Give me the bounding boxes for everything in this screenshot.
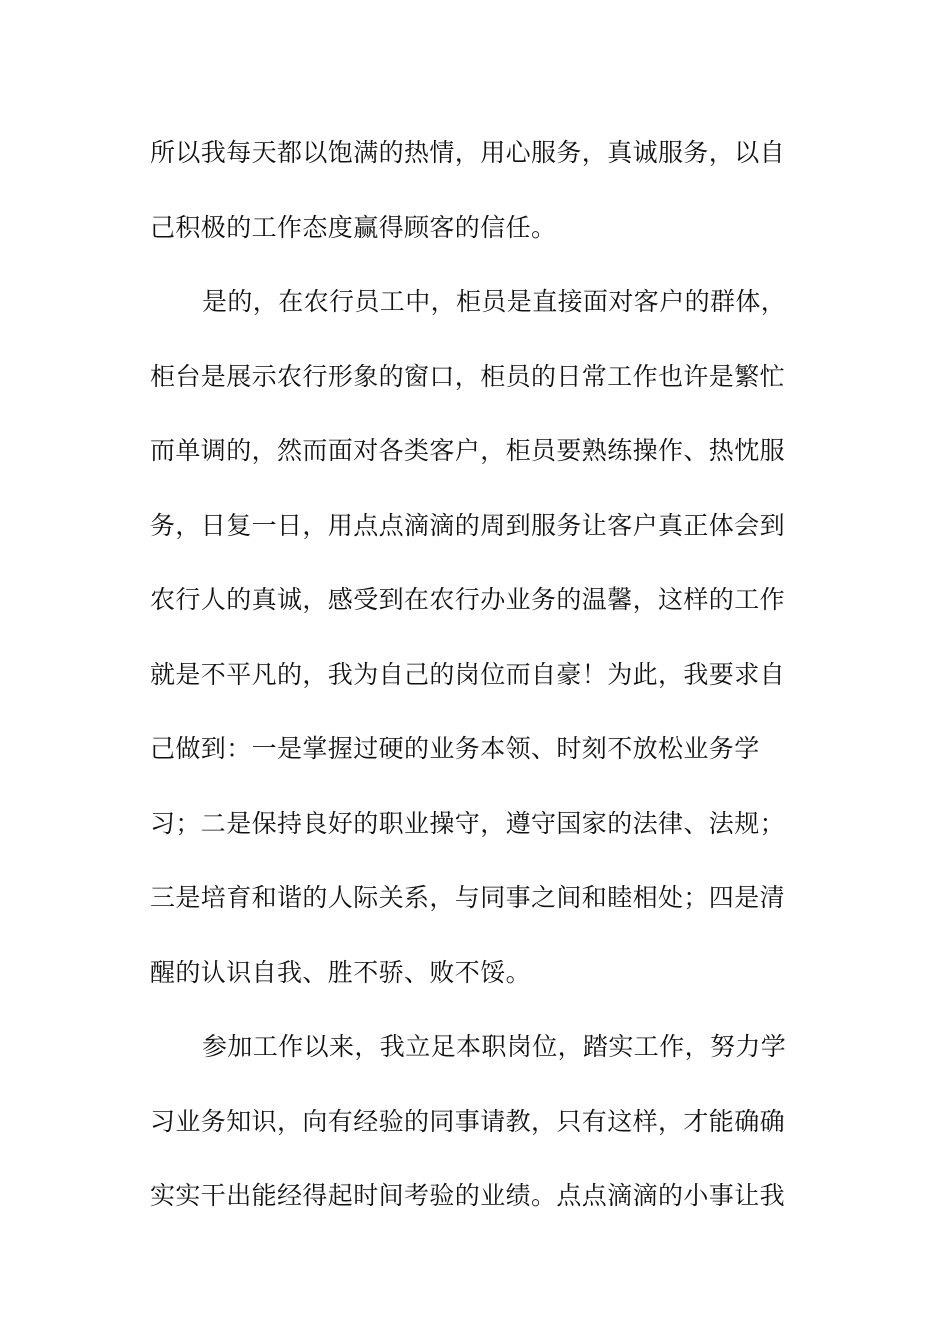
text-line: 己做到：一是掌握过硬的业务本领、时刻不放松业务学	[150, 734, 760, 763]
text-line: 己积极的工作态度赢得顾客的信任。	[150, 212, 557, 242]
text-line: 农行人的真诚，感受到在农行办业务的温馨，这样的工作	[150, 585, 786, 614]
text-line: 习；二是保持良好的职业操守，遵守国家的法律、法规；	[150, 808, 786, 838]
text-line: 所以我每天都以饱满的热情，用心服务，真诚服务，以自	[150, 138, 786, 167]
text-line: 醒的认识自我、胜不骄、败不馁。	[150, 957, 532, 987]
text-line: 三是培育和谐的人际关系，与同事之间和睦相处；四是清	[150, 883, 786, 912]
body-text	[150, 130, 800, 1248]
text-line: 实实干出能经得起时间考验的业绩。点点滴滴的小事让我	[150, 1181, 786, 1210]
paragraph-start-line: 是的，在农行员工中，柜员是直接面对客户的群体，	[202, 287, 787, 316]
text-line: 就是不平凡的，我为自己的岗位而自豪！为此，我要求自	[150, 659, 786, 689]
text-line: 习业务知识，向有经验的同事请教，只有这样，才能确确	[150, 1106, 786, 1136]
text-line: 柜台是展示农行形象的窗口，柜员的日常工作也许是繁忙	[150, 361, 786, 391]
paragraph-start-line: 参加工作以来，我立足本职岗位，踏实工作，努力学	[202, 1032, 787, 1061]
text-line: 务，日复一日，用点点滴滴的周到服务让客户真正体会到	[150, 510, 786, 540]
text-line: 而单调的，然而面对各类客户，柜员要熟练操作、热忱服	[150, 436, 786, 465]
